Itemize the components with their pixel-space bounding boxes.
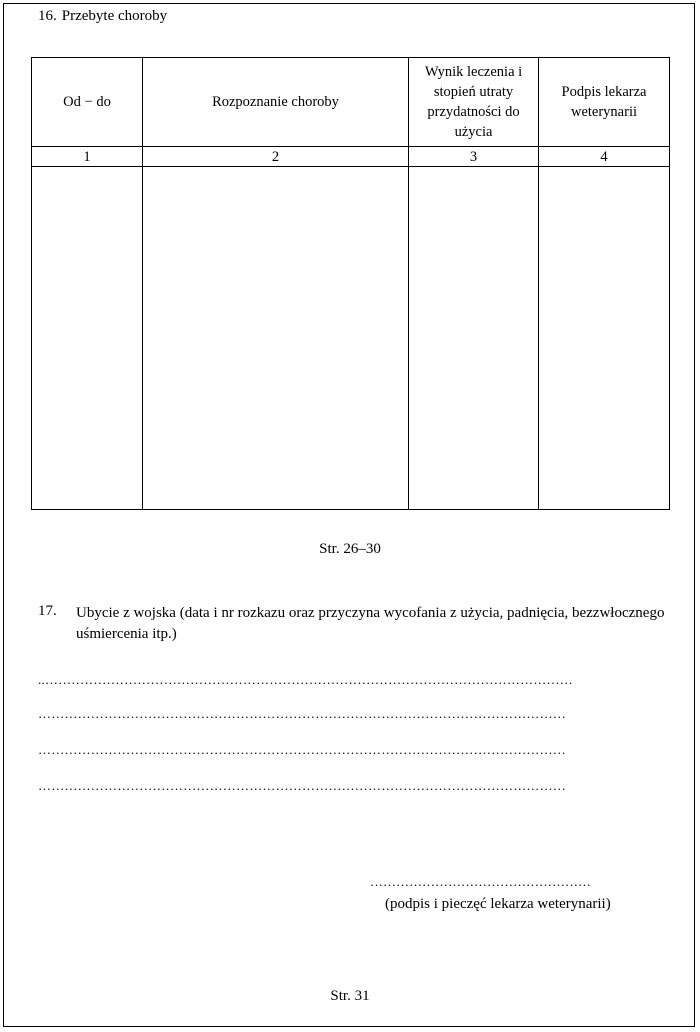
header-od-do: Od − do <box>32 58 143 147</box>
section-17-number: 17. <box>38 603 57 619</box>
entry-cell-od-do[interactable] <box>32 167 143 510</box>
dotted-fill-line[interactable]: ………………………………………………………………………………………………………… <box>38 742 566 757</box>
section-16-heading <box>38 8 167 25</box>
section-16-title: Przebyte choroby <box>61 8 168 24</box>
section-17-text: Ubycie z wojska (data i nr rozkazu oraz przyczyna wycofania z użycia, padnięcia, bezzwłocznego uśmiercenia itp.) <box>76 605 665 642</box>
page-number-label: Str. 26–30 <box>319 541 381 557</box>
header-wynik-leczenia: Wynik leczenia i stopień utraty przydatności do użycia <box>409 58 539 147</box>
column-number: 1 <box>32 147 143 167</box>
column-number: 4 <box>539 147 670 167</box>
header-rozpoznanie: Rozpoznanie choroby <box>143 58 409 147</box>
entry-cell-podpis[interactable] <box>539 167 670 510</box>
column-number: 3 <box>409 147 539 167</box>
page-number-label: Str. 31 <box>330 988 370 1004</box>
signature-caption: (podpis i pieczęć lekarza weterynarii) <box>385 896 611 912</box>
entry-cell-wynik[interactable] <box>409 167 539 510</box>
section-16-number: 16. <box>38 8 57 24</box>
table-header-row <box>32 58 670 147</box>
diseases-table <box>31 57 670 510</box>
table-entry-area <box>32 167 670 510</box>
dotted-fill-line[interactable]: ………………………………………………………………………………………………………… <box>38 706 566 721</box>
entry-cell-rozpoznanie[interactable] <box>143 167 409 510</box>
dotted-fill-line[interactable]: ………………………………………………………………………………………………………… <box>38 778 566 793</box>
signature-line[interactable]: …………………………………………… <box>370 874 591 889</box>
column-number: 2 <box>143 147 409 167</box>
header-podpis-lekarza: Podpis lekarza weterynarii <box>539 58 670 147</box>
dotted-fill-line[interactable]: ..………………………………………………………………………………………………………… <box>38 672 573 687</box>
column-number-row <box>32 147 670 167</box>
